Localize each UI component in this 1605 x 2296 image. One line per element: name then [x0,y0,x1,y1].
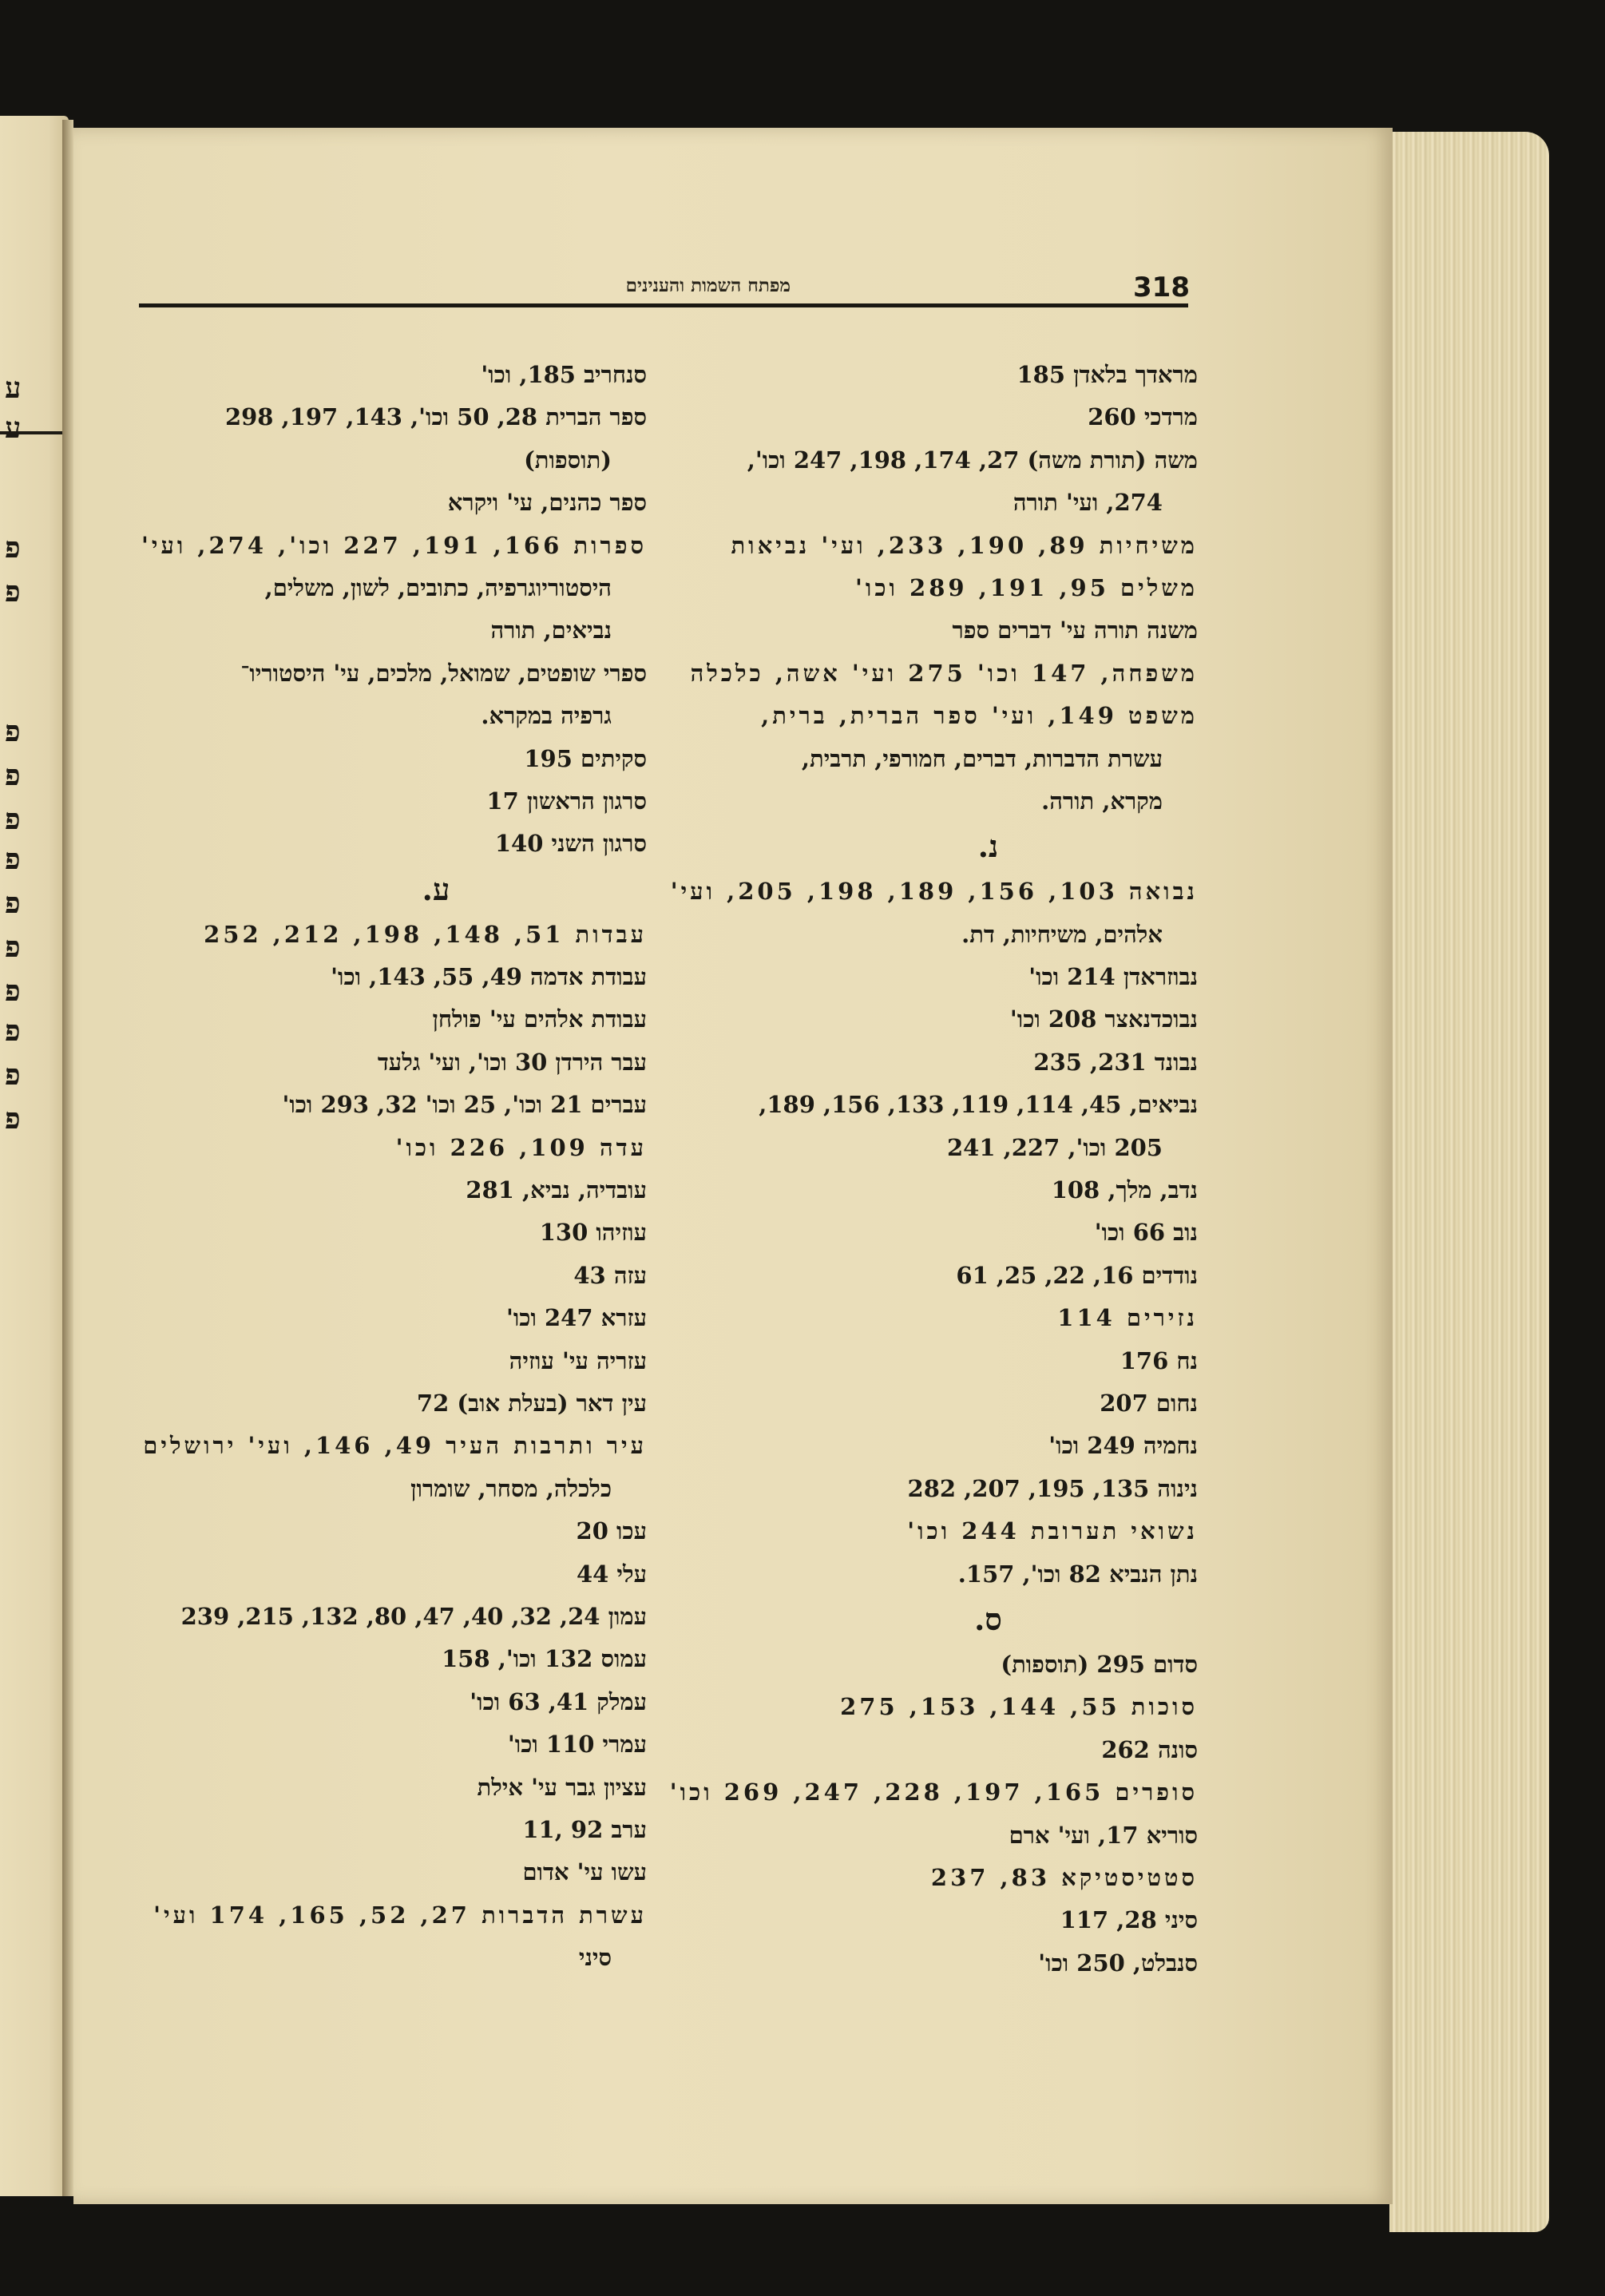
index-entry-continuation: 274, ועי' תורה [1013,489,1163,517]
index-entry: עמלק 41, 63 וכו' [470,1687,647,1715]
running-head-rule [139,303,1188,307]
index-entry: סדום 295 (תוספות) [1001,1650,1198,1678]
index-entry: עובדיה, נביא, 281 [466,1176,647,1204]
index-entry-continuation: היסטוריוגרפיה, כתובים, לשון, משלים, [264,573,612,601]
previous-page-fragment: ע [5,411,22,445]
index-entry: עמרי 110 וכו' [507,1731,647,1759]
index-entry: סקיתים 195 [524,744,647,772]
index-entry: עמון 24, 32, 40, 47, 80, 132, 215, 239 [180,1602,647,1630]
index-entry: ערב 92 ,11 [522,1815,647,1843]
previous-page-fragment: ע [5,371,22,405]
index-entry-continuation: עשרת הדברות, דברים, חמורפי, תרבית, [801,744,1163,772]
index-entry-continuation: (תוספות) [524,446,612,474]
index-entry-continuation: מקרא, תורה. [1041,787,1163,815]
previous-page-fragment: פ [5,803,21,836]
index-letter-heading: נ. [977,828,999,865]
book-gutter [62,120,73,2196]
index-entry: עכו 20 [576,1517,647,1545]
index-entry: נחמיה 249 וכו' [1048,1432,1198,1460]
index-column-left [113,354,647,1979]
index-entry: נוב 66 וכו' [1094,1219,1198,1247]
index-entry: עבודת אלהים עי' פולחן [432,1005,647,1033]
previous-page-fragment: פ [5,930,21,964]
previous-page-fragment: פ [5,715,21,748]
previous-page-fragment: פ [5,974,21,1008]
index-entry: מראדך בלאדן 185 [1016,361,1198,388]
index-entry: עזריה עי' עוזיה [509,1346,647,1374]
index-entry: נבונד 231, 235 [1033,1048,1198,1076]
index-entry: עין דאר (בעלת אוב) 72 [416,1389,647,1417]
index-entry: סיני 28, 117 [1060,1906,1198,1934]
index-entry: משלים 95, 191, 289 וכו' [855,573,1198,601]
index-entry: נודדים 16, 22, 25, 61 [956,1261,1198,1289]
page-block-edges [1389,132,1549,2232]
index-entry-continuation: גרפיה במקרא. [481,702,612,730]
index-entry: סוריא 17, ועי' ארם [1009,1821,1198,1849]
index-entry: סרגון השני 140 [494,830,647,858]
index-entry: משנה תורה עי' דברים ספר [952,617,1198,644]
index-entry: נינוה 135, 195, 207, 282 [907,1474,1198,1502]
index-letter-heading: ע. [422,870,450,907]
previous-page-edge [0,116,69,2196]
running-head-title: מפתח השמות והענינים [625,275,791,296]
index-entry-continuation: 205 וכו', 227, 241 [946,1133,1163,1161]
index-entry: עשו עי' אדום [522,1858,647,1886]
index-entry: סונה 262 [1101,1735,1198,1763]
index-entry: נתן הנביא 82 וכו', 157. [957,1560,1198,1588]
previous-page-fragment: פ [5,843,21,876]
previous-page-fragment: פ [5,1058,21,1092]
index-entry: נבוזראדן 214 וכו' [1028,963,1198,991]
index-entry: משפט 149, ועי' ספר הברית, ברית, [761,702,1198,730]
index-entry: עוזיהו 130 [539,1219,647,1247]
index-entry-continuation: אלהים, משיחיות, דת. [961,920,1163,948]
index-letter-heading: ס. [974,1600,1002,1637]
index-entry: נחום 207 [1100,1389,1198,1417]
index-entry: עדה 109, 226 וכו' [395,1133,647,1161]
index-entry: סנחריב 185, וכו' [481,361,647,388]
index-entry: נח 176 [1120,1346,1198,1374]
index-entry: נביאים, 45, 114, 119, 133, 156, 189, [759,1091,1198,1119]
index-entry: עלי 44 [576,1560,647,1588]
index-entry: מרדכי 260 [1088,403,1198,431]
index-entry: עמוס 132 וכו', 158 [442,1645,647,1673]
index-entry: סוכות 55, 144, 153, 275 [840,1693,1198,1721]
index-entry: עזה 43 [573,1261,647,1289]
index-entry-continuation: כלכלה, מסחר, שומרון [410,1474,612,1502]
previous-page-fragment: פ [5,531,21,565]
index-entry: ספרות 166, 191, 227 וכו', 274, ועי' [141,531,647,559]
index-entry: סנבלט, 250 וכו' [1038,1949,1198,1977]
index-entry: נזירים 114 [1057,1304,1198,1332]
index-entry: עבדות 51, 148, 198, 212, 252 [204,920,647,948]
index-entry: עיר ותרבות העיר 49, 146, ועי' ירושלים [143,1432,647,1460]
index-entry: עברים 21 וכו', 25 וכו' 32, 293 וכו' [282,1091,647,1119]
index-column-right [667,354,1198,1985]
index-entry: עשרת הדברות 27, 52, 165, 174 ועי' [153,1901,647,1929]
index-entry: סרגון הראשון 17 [486,787,647,815]
previous-page-fragment: פ [5,886,21,920]
index-entry: ספר הברית 28, 50 וכו', 143, 197, 298 [224,403,647,431]
previous-page-fragment: פ [5,575,21,609]
index-entry: ספרי שופטים, שמואל, מלכים, עי' היסטוריו־ [240,659,647,687]
index-entry: נשואי תערובת 244 וכו' [907,1517,1198,1545]
previous-page-fragment: פ [5,759,21,792]
index-entry: משיחיות 89, 190, 233, ועי' נביאות [731,531,1198,559]
index-entry: ספר כהנים, עי' ויקרא [447,489,647,517]
index-entry: עבודת אדמה 49, 55, 143, וכו' [331,963,647,991]
index-entry: סטטיסטיקא 83, 237 [930,1863,1198,1891]
index-entry: עזרא 247 וכו' [505,1304,647,1332]
index-entry: סופרים 165, 197, 228, 247, 269 וכו' [669,1779,1198,1806]
index-entry-continuation: נביאים, תורה [490,617,612,644]
index-entry: נבוכדנאצר 208 וכו' [1009,1005,1198,1033]
index-entry: עציון גבר עי' אילת [477,1773,647,1801]
previous-page-fragment: פ [5,1014,21,1048]
index-entry: משפחה, 147 וכו' 275 ועי' אשה, כלכלה [690,659,1198,687]
page-number: 318 [1133,272,1190,303]
index-entry: נבואה 103, 156, 189, 198, 205, ועי' [670,878,1198,906]
index-entry: נדב, מלך, 108 [1051,1176,1198,1204]
previous-page-fragment: פ [5,1102,21,1136]
index-entry-continuation: סיני [578,1944,612,1972]
index-entry: משה (תורת משה) 27, 174, 198, 247 וכו', [747,446,1198,474]
index-entry: עבר הירדן 30 וכו', ועי' גלעד [377,1048,647,1076]
